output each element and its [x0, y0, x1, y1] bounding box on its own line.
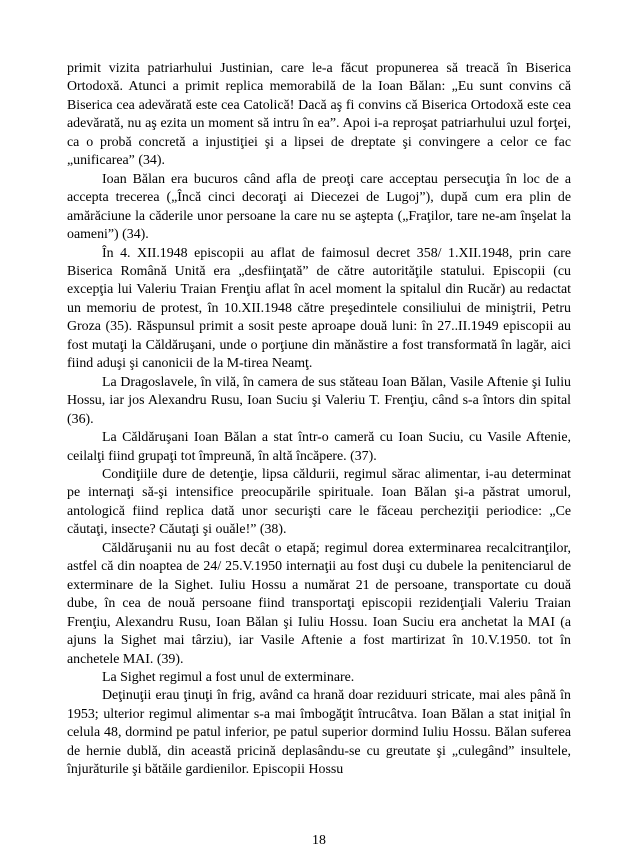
paragraph: La Sighet regimul a fost unul de exterminare.	[102, 669, 355, 685]
paragraph: La Căldăruşani Ioan Bălan a stat într-o cameră cu Ioan Suciu, cu Vasile Aftenie, ceilalţi fiind grupaţi tot împreună, în altă încăpere. (37).	[67, 430, 571, 464]
paragraph: Căldăruşanii nu au fost decât o etapă; regimul dorea exterminarea recalcitranţilor, astfel că din noaptea de 24/ 25.V.1950 internaţii au fost duşi cu dubele la penitenciarul de exterminare de la Sighet. Iuliu Hossu a numărat 21 de persoane, transportate cu două dube, în cea de nouă persoane fiind transportaţi episcopii rezidenţiali Valeriu Traian Frenţiu, Alexandru Rusu, Ioan Bălan şi Iuliu Hossu. Ioan Suciu era anchetat la MAI (a ajuns la Sighet mai târziu), iar Vasile Aftenie a fost martirizat în 10.V.1950. tot în anchetele MAI. (39).	[67, 540, 571, 667]
paragraph: La Dragoslavele, în vilă, în camera de sus stăteau Ioan Bălan, Vasile Aftenie şi Iuliu Hossu, iar jos Alexandru Rusu, Ioan Suciu şi Valeriu T. Frenţiu, când s-a întors din spital (36).	[67, 374, 571, 427]
paragraph: În 4. XII.1948 episcopii au aflat de faimosul decret 358/ 1.XII.1948, prin care Biserica Română Unită era „desfiinţată” de către autorităţile statului. Episcopii (cu excepţia lui Valeriu Traian Frenţiu aflat în acel moment la spitalul din Rucăr) au redactat un memoriu de protest, în 10.XII.1948 către preşedintele consiliului de miniştrii, Petru Groza (35). Răspunsul primit a sosit peste aproape două luni: în 27..II.1949 episcopii au fost mutaţi la Căldăruşani, unde o porţiune din mănăstire a fost transformată în lagăr, aici fiind aduşi şi canonicii de la M-tirea Neamţ.	[67, 245, 571, 372]
body-text	[67, 60, 571, 780]
paragraph: Deţinuţii erau ţinuţi în frig, având ca hrană doar reziduuri stricate, mai ales până în 1953; ulterior regimul alimentar s-a mai îmbogăţit întrucâtva. Ioan Bălan a stat iniţial în celula 48, dormind pe patul inferior, pe patul superior dormind Iuliu Hossu. Bălan suferea de hernie dublă, din această pricină deplasându-se cu greutate şi „culegând” insultele, înjurăturile şi bătăile gardienilor. Episcopii Hossu	[67, 688, 571, 778]
paragraph: Ioan Bălan era bucuros când afla de preoţi care acceptau persecuţia în loc de a accepta trecerea („Încă cinci decoraţi ai Diecezei de Lugoj”), după cum era plin de amărăciune la căderile unor persoane la care nu se aştepta („Fraţilor, tare ne-am înşelat la oameni”) (34).	[67, 171, 571, 243]
paragraph: primit vizita patriarhului Justinian, care le-a făcut propunerea să treacă în Biserica Ortodoxă. Atunci a primit replica memorabilă de la Ioan Bălan: „Eu sunt convins că Biserica cea adevărată este cea Catolică! Dacă aş fi convins că Biserica Ortodoxă este cea adevărată, nu aş ezita un moment să intru în ea”. Apoi i-a reproşat patriarhului uzul forţei, ca o probă concretă a injustiţiei şi a lipsei de dreptate şi convingere a celor ce fac „unificarea” (34).	[67, 61, 571, 169]
paragraph: Condiţiile dure de detenţie, lipsa căldurii, regimul sărac alimentar, i-au determinat pe internaţi să-şi intensifice preocupările spirituale. Ioan Bălan şi-a păstrat umorul, antologică fiind replica dată unor securişti care le făceau percheziţii periodice: „Ce căutaţi, insecte? Căutaţi şi ouăle!” (38).	[67, 466, 571, 538]
page-number: 18	[312, 833, 326, 848]
